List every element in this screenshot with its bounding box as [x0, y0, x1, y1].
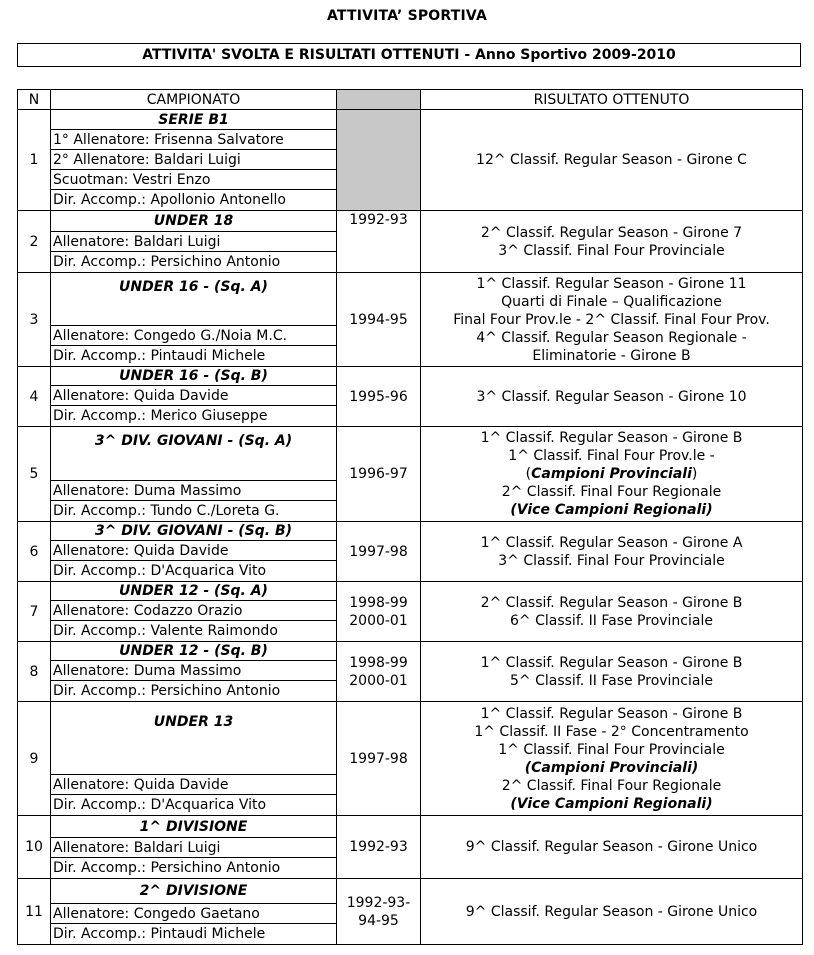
- category-name: UNDER 12 - (Sq. A): [51, 582, 336, 601]
- result-cell: [421, 702, 803, 816]
- campionato-cell: [51, 211, 337, 273]
- result-line: (Campioni Provinciali): [524, 759, 699, 776]
- table-row: [18, 522, 803, 582]
- staff-line: Dir. Accomp.: Persichino Antonio: [53, 254, 281, 270]
- staff-line: Allenatore: Quida Davide: [51, 541, 336, 561]
- result-line: Quarti di Finale – Qualificazione: [501, 293, 722, 310]
- campionato-cell: [51, 702, 337, 816]
- campionato-cell: [51, 879, 337, 945]
- result-cell: [421, 110, 803, 211]
- year-cell: [337, 522, 421, 582]
- result-line: 1^ Classif. Regular Season - Girone B: [480, 654, 743, 671]
- year-cell: [337, 367, 421, 427]
- result-line: 2^ Classif. Regular Season - Girone 7: [480, 224, 743, 241]
- season-header: ATTIVITA' SVOLTA E RISULTATI OTTENUTI - Anno Sportivo 2009-2010: [17, 43, 801, 67]
- staff-line: Dir. Accomp.: Pintaudi Michele: [53, 348, 266, 364]
- year-cell: [337, 427, 421, 522]
- result-cell: [421, 211, 803, 273]
- year-value: 1996-97: [349, 466, 408, 482]
- staff-line: Allenatore: Baldari Luigi: [51, 232, 336, 252]
- table-row: [18, 702, 803, 816]
- staff-line: Allenatore: Baldari Luigi: [51, 838, 336, 858]
- table-row: [18, 879, 803, 945]
- row-number: 7: [18, 582, 51, 642]
- result-cell: [421, 273, 803, 367]
- result-line: 3^ Classif. Regular Season - Girone 10: [476, 388, 747, 405]
- category-name: 2^ DIVISIONE: [51, 879, 336, 904]
- category-name: UNDER 16 - (Sq. B): [51, 367, 336, 386]
- staff-line: Dir. Accomp.: Pintaudi Michele: [53, 926, 266, 942]
- staff-line: Allenatore: Duma Massimo: [51, 661, 336, 681]
- result-cell: [421, 582, 803, 642]
- category-name: UNDER 16 - (Sq. A): [51, 273, 336, 326]
- campionato-cell: [51, 816, 337, 879]
- campionato-cell: [51, 110, 337, 211]
- staff-line: 1° Allenatore: Frisenna Salvatore: [51, 130, 336, 150]
- row-number: 1: [18, 110, 51, 211]
- result-line: 3^ Classif. Final Four Provinciale: [498, 242, 725, 259]
- year-value: 1997-98: [349, 543, 408, 560]
- year-cell: [337, 816, 421, 879]
- result-line: [421, 465, 802, 483]
- table-row: [18, 211, 803, 273]
- year-cell: [337, 879, 421, 945]
- year-value: 1995-96: [349, 388, 408, 405]
- result-line: (Vice Campioni Regionali): [510, 502, 713, 518]
- result-line: 9^ Classif. Regular Season - Girone Unico: [465, 903, 758, 920]
- result-prefix: (: [525, 466, 532, 482]
- year-cell: [337, 582, 421, 642]
- result-line: 1^ Classif. II Fase - 2° Concentramento: [474, 723, 749, 740]
- result-line: 1^ Classif. Final Four Prov.le -: [508, 448, 715, 464]
- result-line: 5^ Classif. II Fase Provinciale: [510, 672, 713, 689]
- staff-line: Dir. Accomp.: Tundo C./Loreta G.: [53, 503, 280, 519]
- page-title: ATTIVITA’ SPORTIVA: [326, 8, 488, 24]
- table-row: [18, 816, 803, 879]
- row-number: 5: [18, 427, 51, 522]
- table-row: [18, 110, 803, 211]
- staff-line: Dir. Accomp.: Merico Giuseppe: [53, 408, 268, 424]
- result-line: 2^ Classif. Regular Season - Girone B: [480, 594, 743, 611]
- result-line: 2^ Classif. Final Four Regionale: [501, 484, 722, 500]
- result-line: (Vice Campioni Regionali): [510, 795, 713, 812]
- result-line: 1^ Classif. Regular Season - Girone B: [480, 705, 743, 722]
- year-cell: [337, 110, 421, 211]
- campionato-cell: [51, 642, 337, 702]
- campionato-cell: [51, 427, 337, 522]
- result-highlight: Campioni Provinciali: [531, 466, 692, 482]
- result-cell: [421, 642, 803, 702]
- column-header-n: N: [18, 90, 51, 110]
- result-cell: [421, 879, 803, 945]
- year-value: 1998-99: [349, 654, 408, 671]
- row-number: 9: [18, 702, 51, 816]
- staff-line: Dir. Accomp.: Valente Raimondo: [53, 623, 278, 639]
- result-line: 1^ Classif. Regular Season - Girone A: [480, 534, 743, 551]
- result-cell: [421, 816, 803, 879]
- staff-line: Allenatore: Congedo G./Noia M.C.: [51, 326, 336, 346]
- result-cell: [421, 522, 803, 582]
- result-line: Final Four Prov.le - 2^ Classif. Final Four Prov.: [453, 311, 770, 328]
- category-name: UNDER 13: [51, 702, 336, 775]
- staff-line: Dir. Accomp.: Persichino Antonio: [53, 860, 281, 876]
- staff-line: Allenatore: Quida Davide: [51, 775, 336, 795]
- table-header-row: [18, 90, 803, 110]
- result-line: 12^ Classif. Regular Season - Girone C: [476, 152, 747, 168]
- campionato-cell: [51, 273, 337, 367]
- year-value: 2000-01: [349, 672, 408, 689]
- category-name: SERIE B1: [51, 110, 336, 130]
- staff-line: Allenatore: Congedo Gaetano: [51, 904, 336, 924]
- row-number: 11: [18, 879, 51, 945]
- year-value: 1998-99: [349, 594, 408, 611]
- result-line: 3^ Classif. Final Four Provinciale: [498, 552, 725, 569]
- staff-line: Allenatore: Quida Davide: [51, 386, 336, 406]
- result-line: 4^ Classif. Regular Season Regionale -: [476, 329, 747, 346]
- campionato-cell: [51, 367, 337, 427]
- result-line: 1^ Classif. Final Four Provinciale: [498, 741, 725, 758]
- category-name: 1^ DIVISIONE: [51, 816, 336, 838]
- result-line: 1^ Classif. Regular Season - Girone 11: [476, 275, 747, 292]
- staff-line: Dir. Accomp.: Apollonio Antonello: [53, 192, 286, 208]
- category-name: 3^ DIV. GIOVANI - (Sq. B): [51, 522, 336, 541]
- row-number: 8: [18, 642, 51, 702]
- year-value: 1992-93-: [346, 894, 411, 911]
- results-table: [17, 89, 803, 945]
- table-row: [18, 273, 803, 367]
- staff-line: 2° Allenatore: Baldari Luigi: [51, 150, 336, 170]
- table-row: [18, 582, 803, 642]
- result-cell: [421, 367, 803, 427]
- result-cell: [421, 427, 803, 522]
- table-row: [18, 642, 803, 702]
- row-number: 2: [18, 211, 51, 273]
- result-line: 9^ Classif. Regular Season - Girone Unico: [465, 839, 758, 855]
- row-number: 10: [18, 816, 51, 879]
- year-value: 1992-93: [349, 839, 408, 855]
- staff-line: Allenatore: Codazzo Orazio: [51, 601, 336, 621]
- row-number: 3: [18, 273, 51, 367]
- result-line: 2^ Classif. Final Four Regionale: [501, 777, 722, 794]
- year-value: 2000-01: [349, 612, 408, 629]
- staff-line: Dir. Accomp.: Persichino Antonio: [53, 683, 281, 699]
- year-value: 1997-98: [349, 750, 408, 767]
- year-value: 1994-95: [349, 311, 408, 328]
- category-name: UNDER 18: [51, 211, 336, 232]
- staff-line: Allenatore: Duma Massimo: [51, 481, 336, 501]
- row-number: 6: [18, 522, 51, 582]
- staff-line: Dir. Accomp.: D'Acquarica Vito: [53, 797, 267, 813]
- table-row: [18, 427, 803, 522]
- row-number: 4: [18, 367, 51, 427]
- year-cell: [337, 273, 421, 367]
- staff-line: Dir. Accomp.: D'Acquarica Vito: [53, 563, 267, 579]
- year-value: 1992-93: [349, 212, 408, 228]
- year-value: 94-95: [358, 912, 399, 929]
- staff-line: Scuotman: Vestri Enzo: [51, 170, 336, 190]
- result-suffix: ): [691, 466, 698, 482]
- category-name: UNDER 12 - (Sq. B): [51, 642, 336, 661]
- column-header-risultato: RISULTATO OTTENUTO: [421, 90, 803, 110]
- result-line: 6^ Classif. II Fase Provinciale: [510, 612, 713, 629]
- year-cell: [337, 702, 421, 816]
- table-row: [18, 367, 803, 427]
- result-line: Eliminatorie - Girone B: [532, 347, 691, 364]
- column-header-campionato: CAMPIONATO: [51, 90, 337, 110]
- column-header-blank: [337, 90, 421, 110]
- year-cell: [337, 642, 421, 702]
- category-name: 3^ DIV. GIOVANI - (Sq. A): [51, 427, 336, 481]
- campionato-cell: [51, 582, 337, 642]
- campionato-cell: [51, 522, 337, 582]
- year-cell: [337, 211, 421, 273]
- result-line: 1^ Classif. Regular Season - Girone B: [480, 430, 743, 446]
